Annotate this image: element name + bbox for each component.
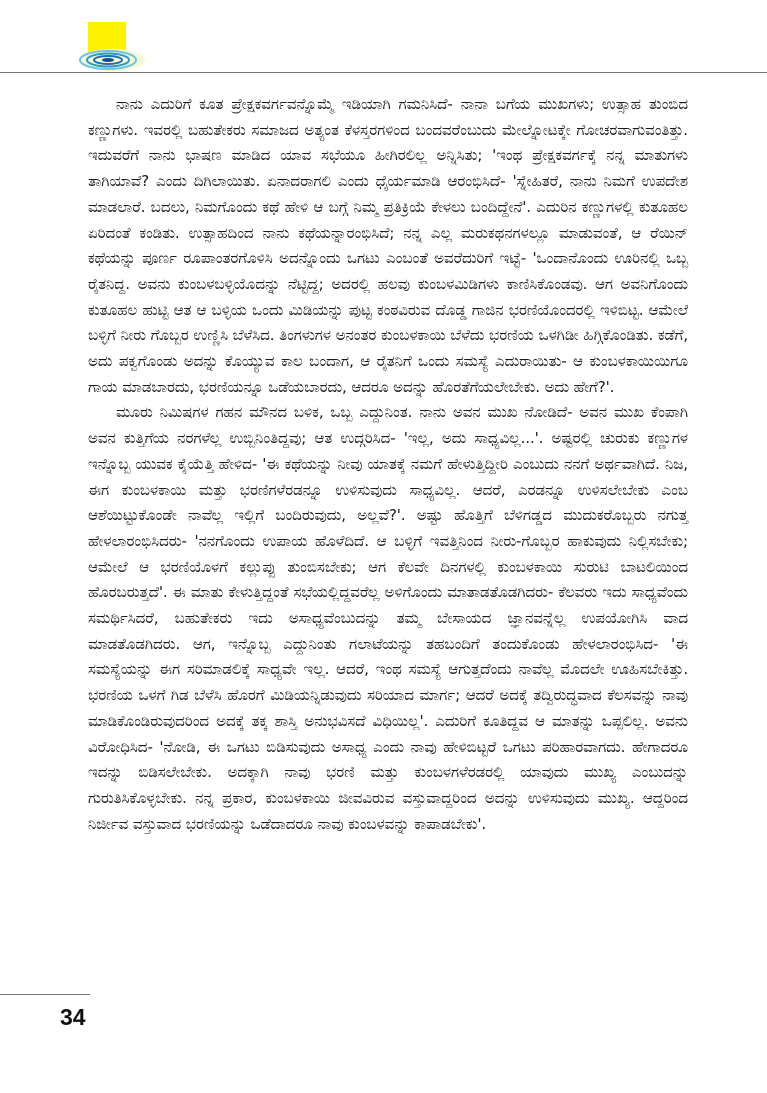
paragraph-1: ನಾನು ಎದುರಿಗೆ ಕೂತ ಪ್ರೇಕ್ಷಕವರ್ಗವನ್ನೊಮ್ಮೆ ಇಡಿಯಾಗಿ ಗಮನಿಸಿದೆ- ನಾನಾ ಬಗೆಯ ಮುಖಗಳು; ಉತ್ಸಾಹ ತುಂಬಿದ ಕಣ್ಣುಗಳು. ಇವರಲ್ಲಿ ಬಹುತೇಕರು ಸಮಾಜದ ಅತ್ಯಂತ ಕೆಳಸ್ತರಗಳಿಂದ ಬಂದವರೆಂಬುದು ಮೇಲ್ನೋಟಕ್ಕೇ ಗೋಚರವಾಗುವಂತಿತ್ತು. ಇದುವರೆಗೆ ನಾನು ಭಾಷಣ ಮಾಡಿದ ಯಾವ ಸಭೆಯೂ ಹೀಗಿರಲಿಲ್ಲ ಅನ್ನಿಸಿತು; 'ಇಂಥ ಪ್ರೇಕ್ಷಕವರ್ಗಕ್ಕೆ ನನ್ನ ಮಾತುಗಳು ತಾಗಿಯಾವೆ? ಎಂದು ದಿಗಿಲಾಯಿತು. ಏನಾದರಾಗಲಿ ಎಂದು ಧೈರ್ಯಮಾಡಿ ಆರಂಭಿಸಿದೆ- 'ಸ್ನೇಹಿತರೆ, ನಾನು ನಿಮಗೆ ಉಪದೇಶ ಮಾಡಲಾರೆ. ಬದಲು, ನಿಮಗೊಂದು ಕಥೆ ಹೇಳಿ ಆ ಬಗ್ಗೆ ನಿಮ್ಮ ಪ್ರತಿಕ್ರಿಯೆ ಕೇಳಲು ಬಂದಿದ್ದೇನೆ'. ಎದುರಿನ ಕಣ್ಣುಗಳಲ್ಲಿ ಕುತೂಹಲ ಏರಿದಂತೆ ಕಂಡಿತು. ಉತ್ಸಾಹದಿಂದ ನಾನು ಕಥೆಯನ್ನಾರಂಭಿಸಿದೆ; ನನ್ನ ಎಲ್ಲ ಮರುಕಥನಗಳಲ್ಲೂ ಮಾಡುವಂತೆ, ಆ ರೆಯಿನ್ ಕಥೆಯನ್ನು ಪೂರ್ಣ ರೂಪಾಂತರಗೊಳಿಸಿ ಅದನ್ನೊಂದು ಒಗಟು ಎಂಬಂತೆ ಅವರೆದುರಿಗೆ ಇಟ್ಟೆ- 'ಒಂದಾನೊಂದು ಊರಿನಲ್ಲಿ ಒಬ್ಬ ರೈತನಿದ್ದ. ಅವನು ಕುಂಬಳಬಳ್ಳಿಯೊದನ್ನು ನೆಟ್ಟಿದ್ದ; ಅದರಲ್ಲಿ ಹಲವು ಕುಂಬಳಮಿಡಿಗಳು ಕಾಣಿಸಿಕೊಂಡವು. ಆಗ ಅವನಿಗೊಂದು ಕುತೂಹಲ ಹುಟ್ಟಿ ಆತ ಆ ಬಳ್ಳಿಯ ಒಂದು ಮಿಡಿಯನ್ನು ಪುಟ್ಟ ಕಂಠವಿರುವ ದೊಡ್ಡ ಗಾಜಿನ ಭರಣಿಯೊಂದರಲ್ಲಿ ಇಳಿಬಿಟ್ಟ. ಆಮೇಲೆ ಬಳ್ಳಿಗೆ ನೀರು ಗೊಬ್ಬರ ಉಣ್ಣಿಸಿ ಬೆಳೆಸಿದ. ತಿಂಗಳುಗಳ ಅನಂತರ ಕುಂಬಳಕಾಯಿ ಬೆಳೆದು ಭರಣಿಯ ಒಳಗಿಡೀ ಹಿಗ್ಗಿಕೊಂಡಿತು. ಕಡೆಗೆ, ಅದು ಪಕ್ವಗೊಂಡು ಅದನ್ನು ಕೊಯ್ಯುವ ಕಾಲ ಬಂದಾಗ, ಆ ರೈತನಿಗೆ ಒಂದು ಸಮಸ್ಯೆ ಎದುರಾಯಿತು- ಆ ಕುಂಬಳಕಾಯಿಯಿಗೂ ಗಾಯ ಮಾಡಬಾರದು, ಭರಣಿಯನ್ನೂ ಒಡೆಯಬಾರದು, ಆದರೂ ಅದನ್ನು ಹೊರತೆಗೆಯಲೇಬೇಕು. ಅದು ಹೇಗೆ?'. (88, 95, 688, 396)
footer-rule (0, 994, 90, 995)
paragraph-2: ಮೂರು ನಿಮಿಷಗಳ ಗಹನ ಮೌನದ ಬಳಿಕ, ಒಬ್ಬ ಎದ್ದುನಿಂತ. ನಾನು ಅವನ ಮುಖ ನೋಡಿದೆ- ಅವನ ಮುಖ ಕೆಂಪಾಗಿ ಅವನ ಕುತ್ತಿಗೆಯ ನರಗಳೆಲ್ಲ ಉಬ್ಬಿನಿಂತಿದ್ದವು; ಆತ ಉದ್ಗರಿಸಿದ- 'ಇಲ್ಲ, ಅದು ಸಾಧ್ಯವಿಲ್ಲ...'. ಅಷ್ಟರಲ್ಲಿ ಚುರುಕು ಕಣ್ಣುಗಳ ಇನ್ನೊಬ್ಬ ಯುವಕ ಕೈಯೆತ್ತಿ ಹೇಳಿದ- 'ಈ ಕಥೆಯನ್ನು ನೀವು ಯಾತಕ್ಕೆ ನಮಗೆ ಹೇಳುತ್ತಿದ್ದೀರಿ ಎಂಬುದು ನನಗೆ ಅರ್ಥವಾಗಿದೆ. ನಿಜ, ಈಗ ಕುಂಬಳಕಾಯಿ ಮತ್ತು ಭರಣಿಗಳೆರಡನ್ನೂ ಉಳಿಸುವುದು ಸಾಧ್ಯವಿಲ್ಲ. ಆದರೆ, ಎರಡನ್ನೂ ಉಳಿಸಲೇಬೇಕು ಎಂಬ ಆಶೆಯಿಟ್ಟುಕೊಂಡೇ ನಾವೆಲ್ಲ ಇಲ್ಲಿಗೆ ಬಂದಿರುವುದು, ಅಲ್ಲವೆ?'. ಅಷ್ಟು ಹೊತ್ತಿಗೆ ಬೆಳಿಗಡ್ಡದ ಮುದುಕರೊಬ್ಬರು ನಗುತ್ತ ಹೇಳಲಾರಂಭಿಸಿದರು- 'ನನಗೊಂದು ಉಪಾಯ ಹೊಳೆದಿದೆ. ಆ ಬಳ್ಳಿಗೆ ಇವತ್ತಿನಿಂದ ನೀರು-ಗೊಬ್ಬರ ಹಾಕುವುದು ನಿಲ್ಲಿಸಬೇಕು; ಆಮೇಲೆ ಆ ಭರಣಿಯೊಳಗೆ ಕಲ್ಲುಪ್ಪು ತುಂಬಿಸಬೇಕು; ಆಗ ಕೆಲವೇ ದಿನಗಳಲ್ಲಿ ಕುಂಬಳಕಾಯಿ ಸುರುಟಿ ಬಾಟಲಿಯಿಂದ ಹೊರಬರುತ್ತದೆ'. ಈ ಮಾತು ಕೇಳುತ್ತಿದ್ದಂತೆ ಸಭೆಯಲ್ಲಿದ್ದವರೆಲ್ಲ ಅಳಿಗೊಂದು ಮಾತಾಡತೊಡಗಿದರು- ಕೆಲವರು ಇದು ಸಾಧ್ಯವೆಂದು ಸಮರ್ಥಿಸಿದರೆ, ಬಹುತೇಕರು ಇದು ಅಸಾಧ್ಯವೆಂಬುದನ್ನು ತಮ್ಮ ಬೇಸಾಯದ ಜ್ಞಾನವನ್ನೆಲ್ಲ ಉಪಯೋಗಿಸಿ ವಾದ ಮಾಡತೊಡಗಿದರು. ಆಗ, ಇನ್ನೊಬ್ಬ ಎದ್ದುನಿಂತು ಗಲಾಟೆಯನ್ನು ತಹಬಂದಿಗೆ ತಂದುಕೊಂಡು ಹೇಳಲಾರಂಭಿಸಿದ- 'ಈ ಸಮಸ್ಯೆಯನ್ನು ಈಗ ಸರಿಮಾಡಲಿಕ್ಕೆ ಸಾಧ್ಯವೇ ಇಲ್ಲ. ಆದರೆ, ಇಂಥ ಸಮಸ್ಯೆ ಆಗುತ್ತದೆಂದು ನಾವೆಲ್ಲ ಮೊದಲೇ ಊಹಿಸಬೇಕಿತ್ತು. ಭರಣಿಯ ಒಳಗೆ ಗಿಡ ಬೆಳೆಸಿ ಹೊರಗೆ ಮಿಡಿಯನ್ನಿಡುವುದು ಸರಿಯಾದ ಮಾರ್ಗ; ಆದರೆ ಅದಕ್ಕೆ ತದ್ವಿರುದ್ಧವಾದ ಕೆಲಸವನ್ನು ನಾವು ಮಾಡಿಕೊಂಡಿರುವುದರಿಂದ ಅದಕ್ಕೆ ತಕ್ಕ ಶಾಸ್ತಿ ಅನುಭವಿಸದೆ ವಿಧಿಯಿಲ್ಲ'. ಎದುರಿಗೆ ಕೂತಿದ್ದವ ಆ ಮಾತನ್ನು ಒಪ್ಪಲಿಲ್ಲ. ಅವನು ವಿರೋಧಿಸಿದ- 'ನೋಡಿ, ಈ ಒಗಟು ಬಿಡಿಸುವುದು ಅಸಾಧ್ಯ ಎಂದು ನಾವು ಹೇಳಿಬಿಟ್ಟರೆ ಒಗಟು ಪರಿಹಾರವಾಗದು. ಹೇಗಾದರೂ ಇದನ್ನು ಬಿಡಿಸಲೇಬೇಕು. ಅದಕ್ಕಾಗಿ ನಾವು ಭರಣಿ ಮತ್ತು ಕುಂಬಳಗಳೆರಡರಲ್ಲಿ ಯಾವುದು ಮುಖ್ಯ ಎಂಬುದನ್ನು ಗುರುತಿಸಿಕೊಳ್ಳಬೇಕು. ನನ್ನ ಪ್ರಕಾರ, ಕುಂಬಳಕಾಯಿ ಜೀವವಿರುವ ವಸ್ತುವಾದ್ದರಿಂದ ಅದನ್ನು ಉಳಿಸುವುದು ಮುಖ್ಯ. ಆದ್ದರಿಂದ ನಿರ್ಜೀವ ವಸ್ತುವಾದ ಭರಣಿಯನ್ನು ಒಡೆದಾದರೂ ನಾವು ಕುಂಬಳವನ್ನು ಕಾಪಾಡಬೇಕು'. (88, 403, 688, 833)
header-rule (0, 72, 767, 73)
ripple-disc-logo-icon (78, 47, 158, 73)
page-number: 34 (60, 1004, 86, 1030)
article-body (88, 92, 688, 837)
